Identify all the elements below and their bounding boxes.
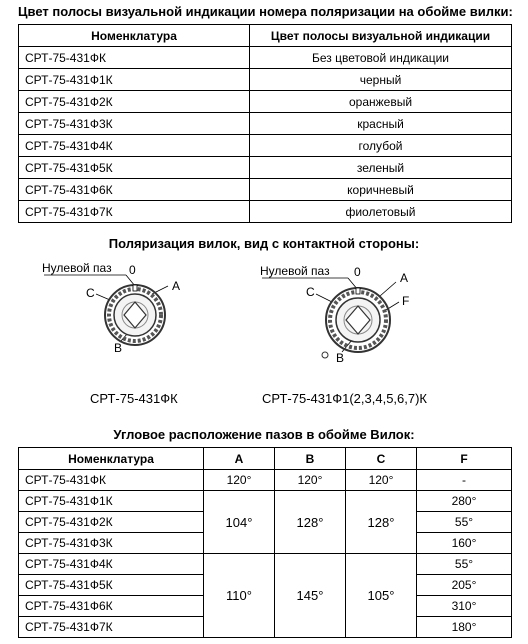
zero-slot-label: Нулевой паз bbox=[42, 261, 112, 275]
table-row bbox=[19, 179, 512, 201]
angle-a-cell: 104° bbox=[204, 491, 275, 554]
angle-f-cell: - bbox=[417, 470, 512, 491]
color-cell: коричневый bbox=[250, 179, 512, 201]
angle-f-cell: 180° bbox=[417, 617, 512, 638]
zero-label: 0 bbox=[354, 265, 361, 279]
angle-f-cell: 55° bbox=[417, 512, 512, 533]
slot-a-label: A bbox=[400, 271, 409, 285]
color-cell: фиолетовый bbox=[250, 201, 512, 223]
zero-label: 0 bbox=[129, 263, 136, 277]
slot-f-label: F bbox=[402, 294, 410, 308]
table-row bbox=[19, 47, 512, 69]
diagram-caption-right: СРТ-75-431Ф1(2,3,4,5,6,7)К bbox=[262, 391, 428, 406]
nomenclature-cell: СРТ-75-431Ф4К bbox=[19, 135, 250, 157]
nomenclature-cell: СРТ-75-431Ф1К bbox=[19, 69, 250, 91]
column-header-color: Цвет полосы визуальной индикации bbox=[250, 25, 512, 47]
table-row bbox=[19, 491, 512, 512]
angle-f-cell: 205° bbox=[417, 575, 512, 596]
diagram-caption-left: СРТ-75-431ФК bbox=[90, 391, 178, 406]
color-indication-table bbox=[18, 24, 512, 223]
slot-b-label: B bbox=[336, 351, 345, 365]
nomenclature-cell: СРТ-75-431Ф4К bbox=[19, 554, 204, 575]
nomenclature-cell: СРТ-75-431Ф7К bbox=[19, 201, 250, 223]
nomenclature-cell: СРТ-75-431Ф2К bbox=[19, 91, 250, 113]
table-row bbox=[19, 91, 512, 113]
table-header-row bbox=[19, 25, 512, 47]
nomenclature-cell: СРТ-75-431Ф6К bbox=[19, 179, 250, 201]
angle-b-cell: 145° bbox=[275, 554, 346, 638]
slot-b-label: B bbox=[114, 341, 123, 355]
angle-a-cell: 110° bbox=[204, 554, 275, 638]
column-header-a: A bbox=[204, 448, 275, 470]
nomenclature-cell: СРТ-75-431Ф3К bbox=[19, 113, 250, 135]
connector-face-icon bbox=[322, 288, 390, 358]
nomenclature-cell: СРТ-75-431Ф3К bbox=[19, 533, 204, 554]
table-row bbox=[19, 113, 512, 135]
slot-angle-table bbox=[18, 447, 512, 638]
zero-slot-label: Нулевой паз bbox=[260, 264, 330, 278]
nomenclature-cell: СРТ-75-431Ф2К bbox=[19, 512, 204, 533]
nomenclature-cell: СРТ-75-431ФК bbox=[19, 470, 204, 491]
color-cell: красный bbox=[250, 113, 512, 135]
slot-c-label: C bbox=[306, 285, 315, 299]
color-cell: Без цветовой индикации bbox=[250, 47, 512, 69]
column-header-c: C bbox=[346, 448, 417, 470]
nomenclature-cell: СРТ-75-431Ф6К bbox=[19, 596, 204, 617]
angle-f-cell: 55° bbox=[417, 554, 512, 575]
color-cell: оранжевый bbox=[250, 91, 512, 113]
connector-diagram-left bbox=[40, 258, 210, 370]
table-row bbox=[19, 157, 512, 179]
section-title-polarization: Поляризация вилок, вид с контактной стороны: bbox=[108, 236, 420, 251]
column-header-b: B bbox=[275, 448, 346, 470]
angle-f-cell: 160° bbox=[417, 533, 512, 554]
nomenclature-cell: СРТ-75-431Ф1К bbox=[19, 491, 204, 512]
angle-f-cell: 280° bbox=[417, 491, 512, 512]
table-row bbox=[19, 201, 512, 223]
angle-c-cell: 105° bbox=[346, 554, 417, 638]
column-header-nomenclature: Номенклатура bbox=[19, 448, 204, 470]
angle-c-cell: 120° bbox=[346, 470, 417, 491]
angle-b-cell: 120° bbox=[275, 470, 346, 491]
nomenclature-cell: СРТ-75-431Ф5К bbox=[19, 157, 250, 179]
section-title-colors: Цвет полосы визуальной индикации номера поляризации на обойме вилки: bbox=[18, 4, 513, 19]
color-cell: зеленый bbox=[250, 157, 512, 179]
color-cell: черный bbox=[250, 69, 512, 91]
angle-b-cell: 128° bbox=[275, 491, 346, 554]
color-cell: голубой bbox=[250, 135, 512, 157]
column-header-f: F bbox=[417, 448, 512, 470]
table-row bbox=[19, 69, 512, 91]
connector-face-icon bbox=[105, 285, 165, 345]
table-header-row bbox=[19, 448, 512, 470]
angle-f-cell: 310° bbox=[417, 596, 512, 617]
section-title-angles: Угловое расположение пазов в обойме Вилок: bbox=[113, 427, 415, 442]
table-row bbox=[19, 554, 512, 575]
table-row bbox=[19, 470, 512, 491]
column-header-nomenclature: Номенклатура bbox=[19, 25, 250, 47]
slot-c-label: C bbox=[86, 286, 95, 300]
table-row bbox=[19, 135, 512, 157]
slot-a-label: A bbox=[172, 279, 181, 293]
nomenclature-cell: СРТ-75-431Ф5К bbox=[19, 575, 204, 596]
angle-a-cell: 120° bbox=[204, 470, 275, 491]
nomenclature-cell: СРТ-75-431Ф7К bbox=[19, 617, 204, 638]
angle-c-cell: 128° bbox=[346, 491, 417, 554]
connector-diagram-right bbox=[258, 258, 428, 370]
nomenclature-cell: СРТ-75-431ФК bbox=[19, 47, 250, 69]
